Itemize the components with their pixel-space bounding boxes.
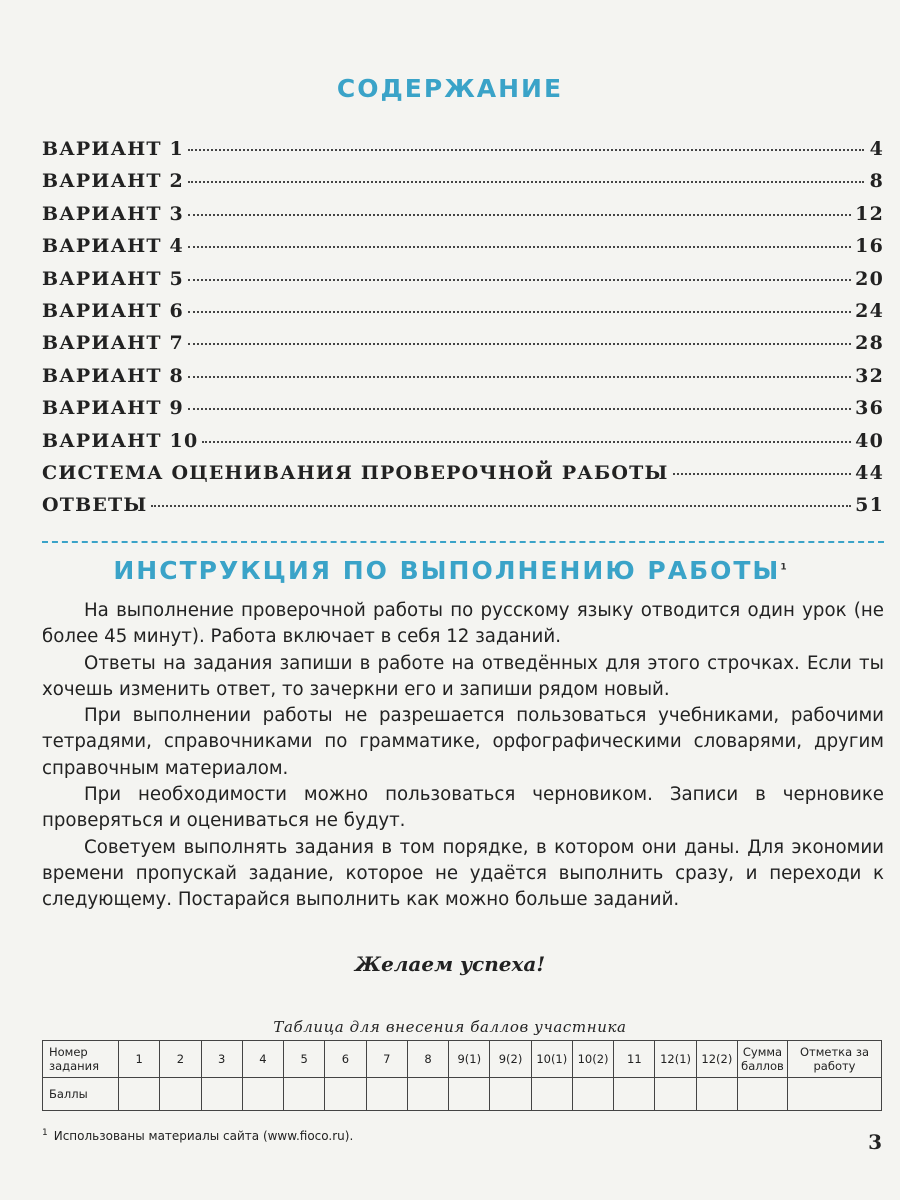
toc-item-title: ВАРИАНТ 7 <box>42 332 184 355</box>
toc-item-page: 28 <box>855 332 884 355</box>
toc-item-title: ВАРИАНТ 6 <box>42 299 184 322</box>
toc-item <box>42 462 884 494</box>
toc-leader-dots <box>188 212 851 216</box>
toc-item-page: 32 <box>855 364 884 387</box>
toc-item <box>42 430 884 462</box>
toc-leader-dots <box>188 277 851 281</box>
toc-item-title: ОТВЕТЫ <box>42 494 148 517</box>
wish-text: Желаем успеха! <box>354 952 546 976</box>
toc-item-page: 51 <box>855 494 884 517</box>
toc-item-title: ВАРИАНТ 2 <box>42 170 184 193</box>
instructions-heading-text: ИНСТРУКЦИЯ ПО ВЫПОЛНЕНИЮ РАБОТЫ <box>113 556 781 585</box>
instruction-paragraph: Советуем выполнять задания в том порядке, в котором они даны. Для экономии времени пропускай задание, которое не удаётся выполнить сразу, и переходи к следующему. Постарайся выполнить как можно больше заданий. <box>42 836 884 911</box>
toc-item-title: ВАРИАНТ 4 <box>42 235 184 258</box>
footnote <box>42 1128 353 1143</box>
score-entry-cell[interactable] <box>696 1078 737 1111</box>
score-entry-cell[interactable] <box>614 1078 655 1111</box>
task-number-cell: 10(1) <box>531 1041 572 1078</box>
section-divider <box>42 541 884 543</box>
footnote-text: Использованы материалы сайта (www.fioco.ru). <box>53 1129 354 1143</box>
score-entry-cell[interactable] <box>119 1078 160 1111</box>
task-number-cell: 5 <box>284 1041 325 1078</box>
task-number-label: Номер задания <box>43 1041 119 1078</box>
toc-item <box>42 138 884 170</box>
score-table-values-row <box>43 1078 882 1111</box>
task-number-cell: 6 <box>325 1041 366 1078</box>
toc-item-title: ВАРИАНТ 5 <box>42 267 184 290</box>
toc-item <box>42 332 884 364</box>
toc-item-page: 8 <box>869 170 884 193</box>
toc-item-page: 16 <box>855 235 884 258</box>
toc-item-page: 4 <box>869 138 884 160</box>
score-entry-cell[interactable] <box>201 1078 242 1111</box>
instructions-heading <box>0 556 900 585</box>
toc-item-page: 12 <box>855 202 884 225</box>
score-entry-cell[interactable] <box>490 1078 531 1111</box>
toc-item-title: ВАРИАНТ 3 <box>42 202 184 225</box>
task-number-cell: 12(2) <box>696 1041 737 1078</box>
task-number-cell: 9(2) <box>490 1041 531 1078</box>
toc-leader-dots <box>202 439 851 443</box>
score-entry-cell[interactable] <box>160 1078 201 1111</box>
toc-item <box>42 300 884 332</box>
instruction-paragraph: Ответы на задания запиши в работе на отведённых для этого строчках. Если ты хочешь изменить ответ, то зачеркни его и запиши рядом новый. <box>42 652 884 700</box>
instructions-body <box>42 598 884 914</box>
toc-item <box>42 170 884 202</box>
toc-item-page: 40 <box>855 429 884 452</box>
score-table <box>42 1040 882 1111</box>
sum-label-cell: Сумма баллов <box>738 1041 788 1078</box>
task-number-cell: 9(1) <box>449 1041 490 1078</box>
task-number-cell: 1 <box>119 1041 160 1078</box>
task-number-cell: 8 <box>407 1041 448 1078</box>
toc-item <box>42 397 884 429</box>
toc-item-title: ВАРИАНТ 9 <box>42 397 184 420</box>
toc-item-title: ВАРИАНТ 8 <box>42 364 184 387</box>
toc-item-page: 44 <box>855 461 884 484</box>
score-table-caption: Таблица для внесения баллов участника <box>273 1018 627 1036</box>
table-of-contents <box>42 138 884 527</box>
toc-leader-dots <box>673 471 852 475</box>
instruction-paragraph: На выполнение проверочной работы по русскому языку отводится один урок (не более 45 минут). Работа включает в себя 12 заданий. <box>42 600 884 648</box>
score-entry-cell[interactable] <box>407 1078 448 1111</box>
task-number-cell: 2 <box>160 1041 201 1078</box>
toc-leader-dots <box>188 374 851 378</box>
toc-item-title: ВАРИАНТ 1 <box>42 138 184 160</box>
task-number-cell: 12(1) <box>655 1041 696 1078</box>
score-entry-cell[interactable] <box>242 1078 283 1111</box>
toc-item <box>42 203 884 235</box>
toc-heading: СОДЕРЖАНИЕ <box>336 74 564 103</box>
score-entry-cell[interactable] <box>325 1078 366 1111</box>
toc-leader-dots <box>188 406 851 410</box>
grade-entry-cell[interactable] <box>788 1078 882 1111</box>
points-label: Баллы <box>43 1078 119 1111</box>
toc-leader-dots <box>188 147 864 151</box>
toc-item <box>42 365 884 397</box>
footnote-reference: 1 <box>780 562 787 573</box>
score-entry-cell[interactable] <box>449 1078 490 1111</box>
toc-item-page: 24 <box>855 299 884 322</box>
score-entry-cell[interactable] <box>655 1078 696 1111</box>
toc-leader-dots <box>188 244 851 248</box>
score-entry-cell[interactable] <box>572 1078 613 1111</box>
toc-item-title: ВАРИАНТ 10 <box>42 429 199 452</box>
toc-leader-dots <box>188 341 851 345</box>
task-number-cell: 4 <box>242 1041 283 1078</box>
footnote-mark: 1 <box>42 1128 48 1138</box>
task-number-cell: 11 <box>614 1041 655 1078</box>
toc-item <box>42 235 884 267</box>
task-number-cell: 10(2) <box>572 1041 613 1078</box>
toc-item-page: 20 <box>855 267 884 290</box>
score-table-header-row <box>43 1041 882 1078</box>
toc-leader-dots <box>151 503 851 507</box>
grade-label-cell: Отметка за работу <box>788 1041 882 1078</box>
task-number-cell: 7 <box>366 1041 407 1078</box>
page-number: 3 <box>868 1130 882 1154</box>
sum-entry-cell[interactable] <box>738 1078 788 1111</box>
score-entry-cell[interactable] <box>531 1078 572 1111</box>
instruction-paragraph: При необходимости можно пользоваться черновиком. Записи в черновике проверяться и оцениваться не будут. <box>42 784 884 832</box>
toc-leader-dots <box>188 179 864 183</box>
score-entry-cell[interactable] <box>366 1078 407 1111</box>
toc-item-title: СИСТЕМА ОЦЕНИВАНИЯ ПРОВЕРОЧНОЙ РАБОТЫ <box>42 461 669 484</box>
toc-item <box>42 494 884 526</box>
instruction-paragraph: При выполнении работы не разрешается пользоваться учебниками, рабочими тетрадями, справочниками по грамматике, орфографическими словарями, другим справочным материалом. <box>42 705 884 779</box>
toc-leader-dots <box>188 309 851 313</box>
score-entry-cell[interactable] <box>284 1078 325 1111</box>
toc-item-page: 36 <box>855 397 884 420</box>
toc-item <box>42 268 884 300</box>
task-number-cell: 3 <box>201 1041 242 1078</box>
